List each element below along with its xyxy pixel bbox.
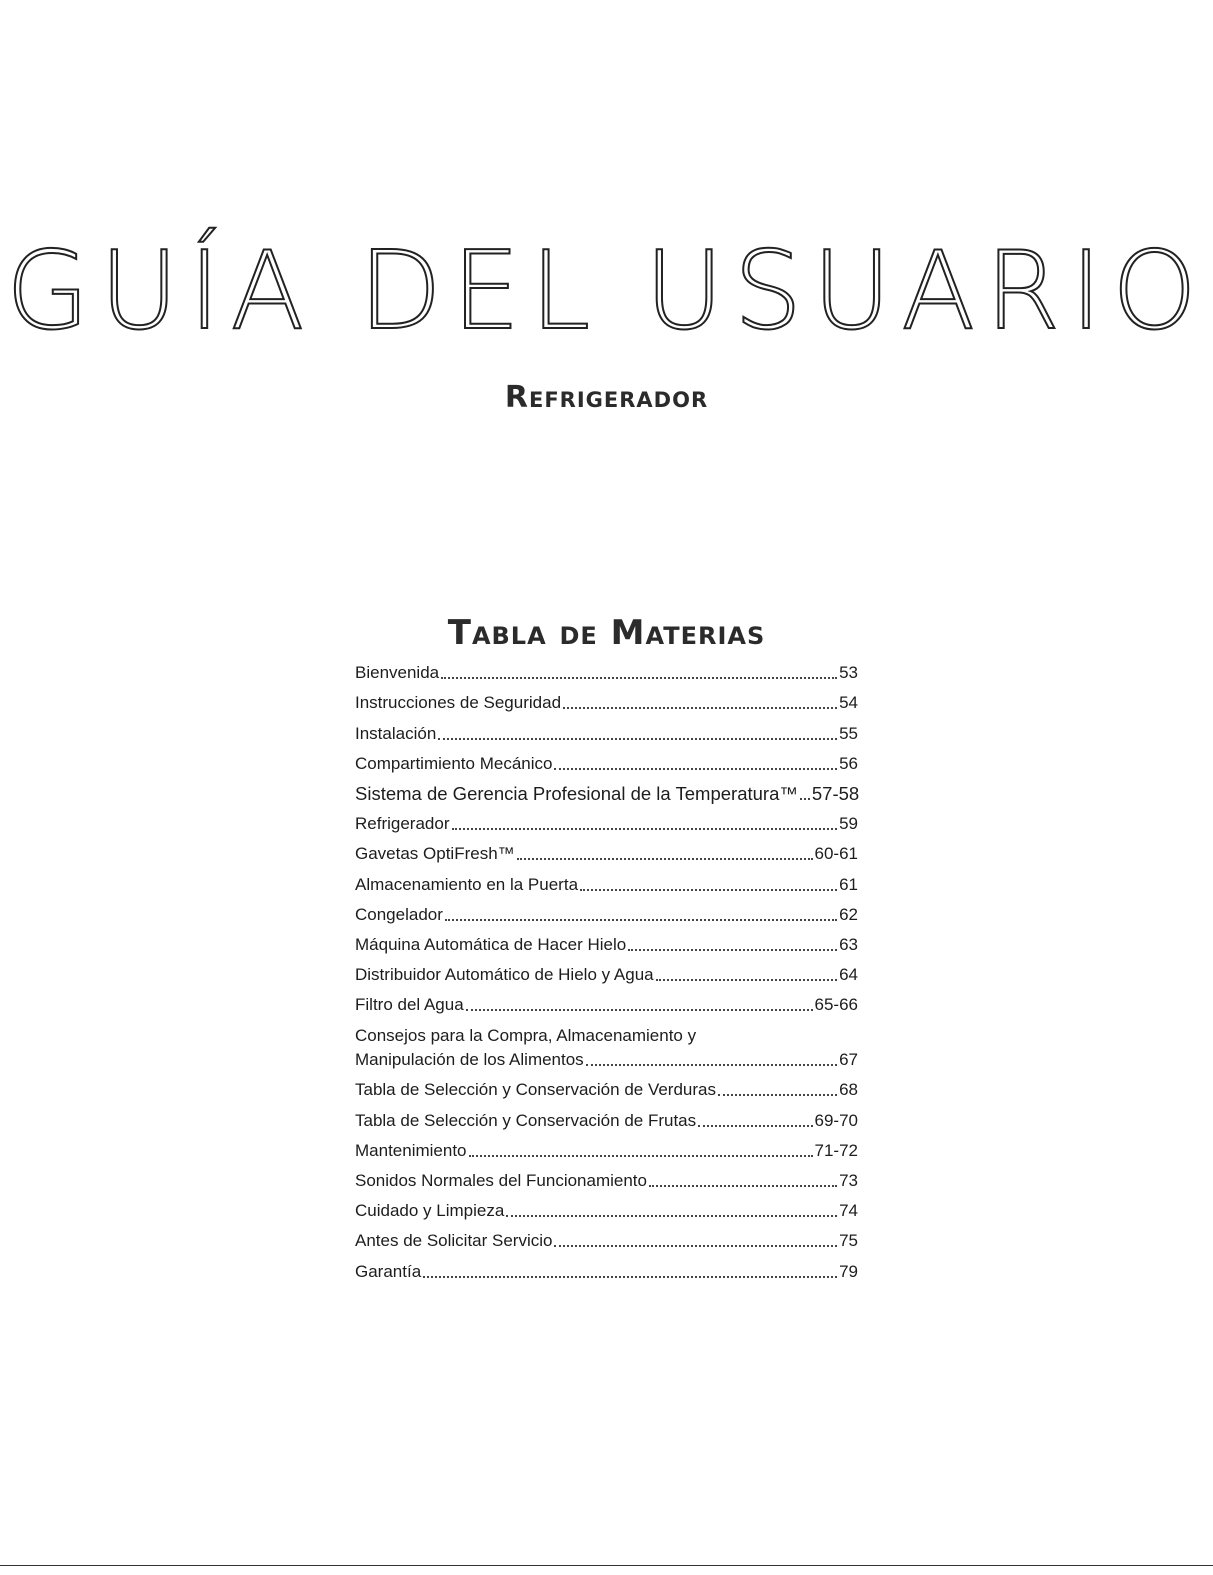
dot-leader bbox=[554, 768, 837, 770]
toc-entry-page: 55 bbox=[839, 723, 858, 743]
dot-leader bbox=[506, 1215, 837, 1217]
toc-entry-page: 79 bbox=[839, 1261, 858, 1281]
toc-entry-title: Filtro del Agua bbox=[355, 995, 464, 1015]
dot-leader bbox=[423, 1276, 837, 1278]
toc-entry-gavetas bbox=[355, 836, 858, 866]
toc-entry-page: 68 bbox=[839, 1080, 858, 1100]
toc-entry-distribuidor bbox=[355, 957, 858, 987]
toc-entry-tabla-frutas bbox=[355, 1102, 858, 1132]
document-subtitle: Refrigerador bbox=[504, 380, 709, 415]
toc-entry-page: 64 bbox=[839, 965, 858, 985]
toc-entry-page: 75 bbox=[839, 1231, 858, 1251]
toc-entry-instalacion bbox=[355, 715, 858, 745]
dot-leader bbox=[466, 1009, 813, 1011]
toc-entry-title: Mantenimiento bbox=[355, 1140, 467, 1160]
toc-entry-title: Congelador bbox=[355, 904, 443, 924]
toc-entry-page: 60-61 bbox=[814, 844, 858, 864]
toc-entry-servicio bbox=[355, 1223, 858, 1253]
toc-entry-line bbox=[355, 1048, 858, 1072]
dot-leader bbox=[580, 889, 837, 891]
toc-entry-title: Distribuidor Automático de Hielo y Agua bbox=[355, 965, 654, 985]
toc-entry-page: 73 bbox=[839, 1171, 858, 1190]
toc-entry-page: 71-72 bbox=[814, 1140, 858, 1160]
dot-leader bbox=[452, 828, 838, 830]
dot-leader bbox=[698, 1125, 812, 1127]
toc-entry-sistema-temperatura bbox=[355, 776, 858, 806]
dot-leader bbox=[517, 858, 813, 860]
toc-entry-page: 69-70 bbox=[814, 1110, 858, 1130]
dot-leader bbox=[586, 1064, 837, 1066]
toc-entry-page: 62 bbox=[839, 904, 858, 924]
toc-entry-title: Gavetas OptiFresh™ bbox=[355, 844, 515, 864]
toc-entry-compartimiento bbox=[355, 746, 858, 776]
toc-entry-filtro bbox=[355, 987, 858, 1017]
toc-entry-page: 67 bbox=[839, 1050, 858, 1070]
toc-entry-bienvenida bbox=[355, 655, 858, 685]
dot-leader bbox=[718, 1094, 837, 1096]
table-of-contents bbox=[355, 655, 858, 1284]
dot-leader bbox=[441, 677, 837, 679]
toc-entry-title: Bienvenida bbox=[355, 663, 440, 683]
toc-entry-refrigerador bbox=[355, 806, 858, 836]
toc-entry-title: Manipulación de los Alimentos bbox=[355, 1050, 584, 1070]
document-title: GUÍA DEL USUARIO bbox=[5, 229, 1208, 354]
dot-leader bbox=[563, 707, 837, 709]
toc-entry-line bbox=[355, 1024, 858, 1048]
toc-heading: Tabla de Materias bbox=[447, 613, 766, 653]
toc-entry-page: 57-58 bbox=[811, 782, 860, 804]
toc-entry-maquina-hielo bbox=[355, 927, 858, 957]
toc-entry-title: Cuidado y Limpieza bbox=[355, 1201, 505, 1221]
toc-entry-garantia bbox=[355, 1253, 858, 1283]
toc-entry-sonidos bbox=[355, 1163, 858, 1193]
dot-leader bbox=[656, 979, 837, 981]
toc-entry-page: 53 bbox=[839, 663, 858, 683]
toc-entry-title: Instalación bbox=[355, 723, 437, 743]
footer-rule bbox=[0, 1565, 1213, 1566]
toc-entry-title: Almacenamiento en la Puerta bbox=[355, 874, 579, 894]
toc-entry-mantenimiento bbox=[355, 1133, 858, 1163]
toc-entry-title: Antes de Solicitar Servicio bbox=[355, 1231, 553, 1251]
toc-entry-cuidado bbox=[355, 1193, 858, 1223]
toc-entry-page: 56 bbox=[839, 753, 858, 773]
toc-entry-consejos bbox=[355, 1017, 858, 1072]
toc-entry-title: Tabla de Selección y Conservación de Verduras bbox=[355, 1080, 716, 1100]
dot-leader bbox=[438, 738, 837, 740]
dot-leader bbox=[649, 1185, 837, 1187]
toc-entry-title: Sonidos Normales del Funcionamiento bbox=[355, 1171, 647, 1190]
dot-leader bbox=[628, 949, 837, 951]
toc-entry-page: 61 bbox=[839, 874, 858, 894]
toc-entry-title: Refrigerador bbox=[355, 814, 450, 834]
dot-leader bbox=[554, 1245, 837, 1247]
dot-leader bbox=[800, 798, 810, 800]
toc-entry-page: 63 bbox=[839, 934, 858, 954]
toc-entry-title: Instrucciones de Seguridad bbox=[355, 693, 562, 713]
toc-entry-seguridad bbox=[355, 685, 858, 715]
toc-entry-page: 65-66 bbox=[814, 995, 858, 1015]
toc-entry-page: 74 bbox=[839, 1201, 858, 1221]
toc-entry-page: 59 bbox=[839, 814, 858, 834]
toc-entry-title: Sistema de Gerencia Profesional de la Temperatura™ bbox=[355, 782, 798, 804]
toc-entry-title: Garantía bbox=[355, 1261, 422, 1281]
toc-entry-congelador bbox=[355, 897, 858, 927]
dot-leader bbox=[445, 919, 837, 921]
toc-entry-title: Tabla de Selección y Conservación de Frutas bbox=[355, 1110, 697, 1130]
toc-entry-title: Compartimiento Mecánico bbox=[355, 753, 553, 773]
toc-entry-tabla-verduras bbox=[355, 1072, 858, 1102]
dot-leader bbox=[469, 1155, 813, 1157]
toc-entry-title: Máquina Automática de Hacer Hielo bbox=[355, 934, 627, 954]
toc-entry-title-line1: Consejos para la Compra, Almacenamiento y bbox=[355, 1026, 697, 1046]
toc-entry-page: 54 bbox=[839, 693, 858, 713]
toc-entry-almacenamiento-puerta bbox=[355, 866, 858, 896]
